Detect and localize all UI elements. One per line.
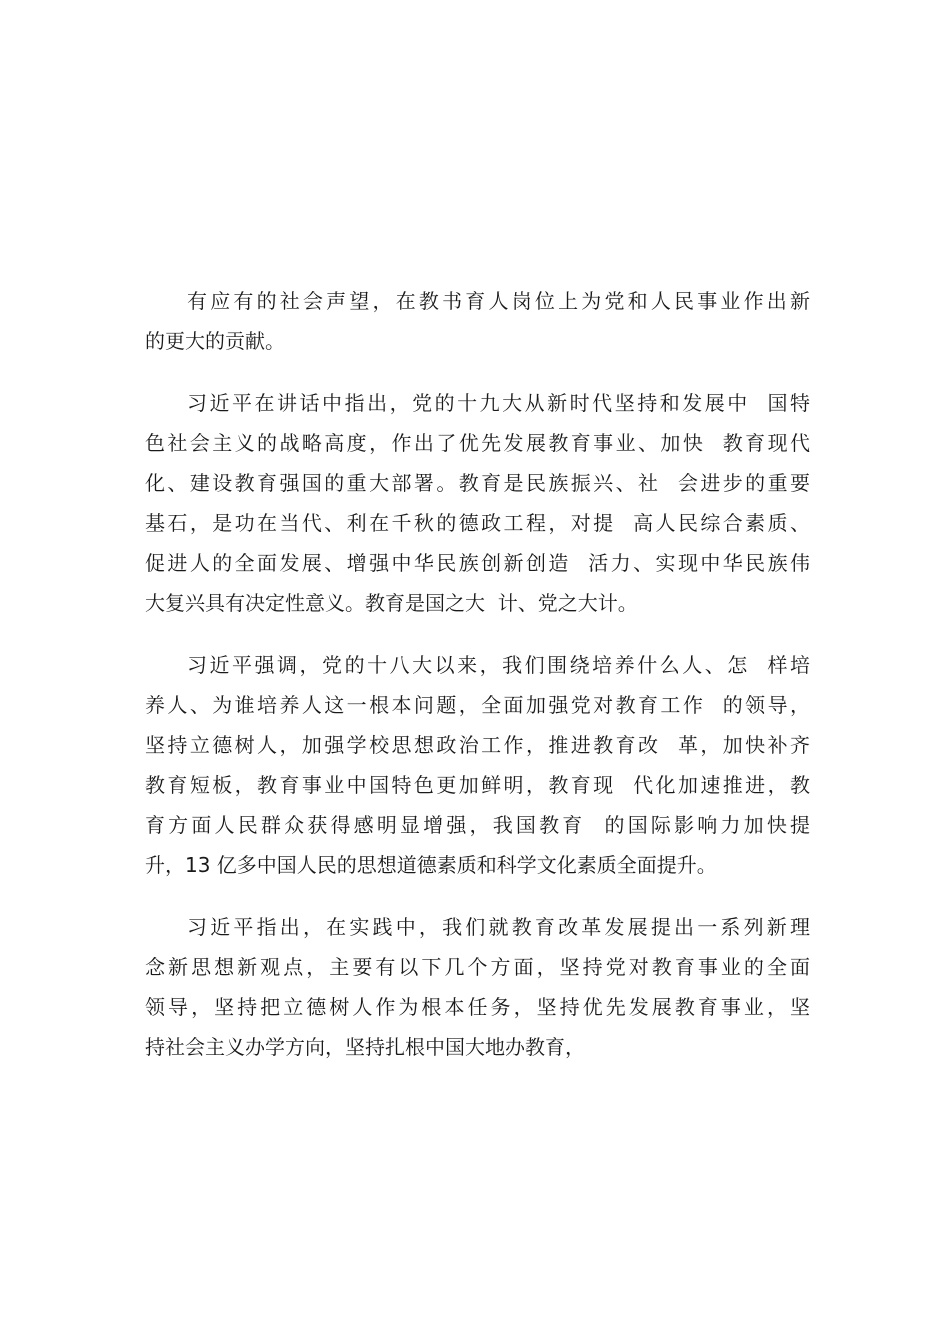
text-line: 化、建设教育强国的重大部署。教育是民族振兴、社 会进步的重要 <box>145 471 810 495</box>
text-line: 育方面人民群众获得感明显增强，我国教育 的国际影响力加快提 <box>145 813 810 837</box>
paragraph-3 <box>145 645 810 885</box>
text-line: 大复兴具有决定性意义。教育是国之大 计、党之大计。 <box>145 591 638 615</box>
text-line: 念新思想新观点，主要有以下几个方面，坚持党对教育事业的全面 <box>145 955 810 979</box>
text-line: 坚持立德树人，加强学校思想政治工作，推进教育改 革，加快补齐 <box>145 733 810 757</box>
text-line: 习近平在讲话中指出，党的十九大从新时代坚持和发展中 国特 <box>187 391 810 415</box>
text-line: 持社会主义办学方向，坚持扎根中国大地办教育， <box>145 1035 585 1059</box>
paragraph-4 <box>145 907 810 1067</box>
text-line: 的更大的贡献。 <box>145 329 285 353</box>
paragraph-1 <box>145 281 810 361</box>
paragraph-2 <box>145 383 810 623</box>
text-line: 养人、为谁培养人这一根本问题，全面加强党对教育工作 的领导， <box>145 693 810 717</box>
text-line: 习近平指出，在实践中，我们就教育改革发展提出一系列新理 <box>187 915 810 939</box>
text-line: 促进人的全面发展、增强中华民族创新创造 活力、实现中华民族伟 <box>145 551 810 575</box>
text-line: 习近平强调，党的十八大以来，我们围绕培养什么人、怎 样培 <box>187 653 810 677</box>
body-text <box>145 281 810 1067</box>
text-line: 有应有的社会声望，在教书育人岗位上为党和人民事业作出新 <box>187 289 810 313</box>
text-line: 教育短板，教育事业中国特色更加鲜明，教育现 代化加速推进，教 <box>145 773 810 797</box>
text-line: 升，13 亿多中国人民的思想道德素质和科学文化素质全面提升。 <box>145 853 717 877</box>
text-line: 基石，是功在当代、利在千秋的德政工程，对提 高人民综合素质、 <box>145 511 810 535</box>
text-line: 领导，坚持把立德树人作为根本任务，坚持优先发展教育事业，坚 <box>145 995 810 1019</box>
text-line: 色社会主义的战略高度，作出了优先发展教育事业、加快 教育现代 <box>145 431 810 455</box>
